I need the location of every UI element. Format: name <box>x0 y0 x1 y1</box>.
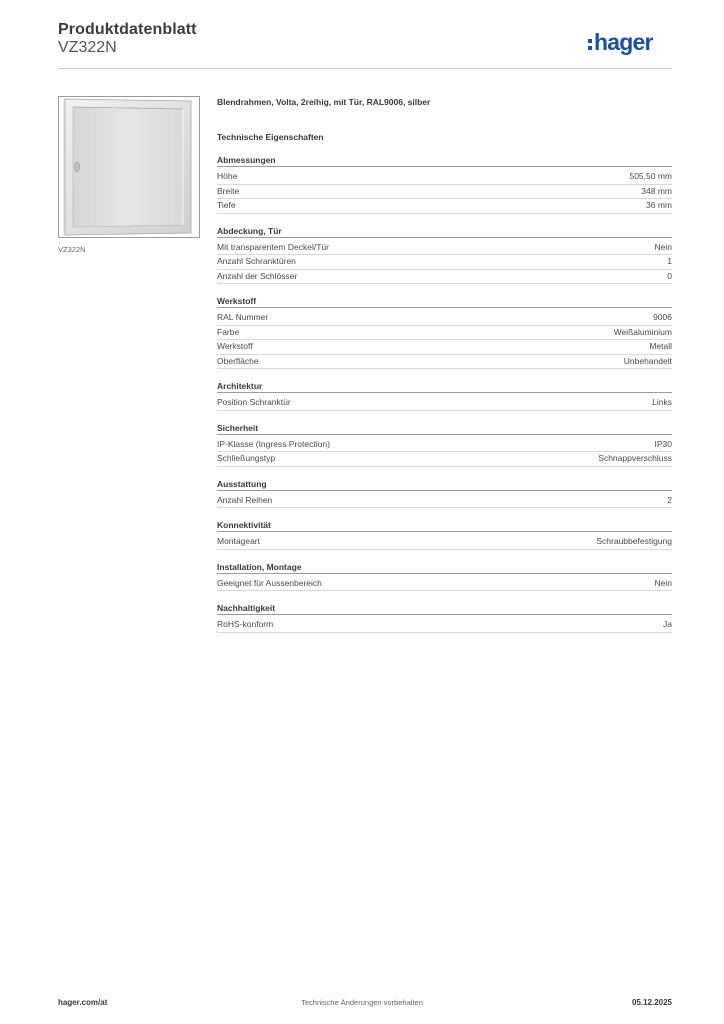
logo-text: hager <box>594 29 653 55</box>
spec-value: Links <box>652 397 672 407</box>
spec-value: 348 mm <box>641 185 672 196</box>
spec-value: Nein <box>654 241 672 252</box>
page-title: Produktdatenblatt <box>58 21 197 38</box>
spec-row <box>217 255 672 270</box>
section-title: Werkstoff <box>217 295 672 308</box>
spec-label: Oberfläche <box>217 355 259 366</box>
spec-value: 505,50 mm <box>629 171 672 181</box>
spec-row <box>217 311 672 326</box>
spec-row <box>217 270 672 285</box>
spec-section <box>217 602 672 633</box>
door-lock-icon <box>74 162 79 172</box>
spec-row <box>217 618 672 633</box>
spec-value: 9006 <box>653 312 672 322</box>
section-title: Konnektivität <box>217 519 672 532</box>
spec-row <box>217 241 672 256</box>
product-image-caption: VZ322N <box>58 245 86 254</box>
spec-section <box>217 380 672 411</box>
footer-disclaimer: Technische Änderungen vorbehalten <box>301 998 423 1007</box>
spec-section <box>217 295 672 369</box>
spec-value: Schnappverschluss <box>598 453 672 463</box>
spec-value: Unbehandelt <box>623 355 672 366</box>
spec-value: 2 <box>667 494 672 505</box>
section-title: Abdeckung, Tür <box>217 225 672 238</box>
spec-row <box>217 577 672 592</box>
spec-value: Metall <box>649 341 672 351</box>
spec-section <box>217 478 672 509</box>
spec-value: 1 <box>667 256 672 266</box>
spec-label: Anzahl Reihen <box>217 494 273 505</box>
spec-row <box>217 535 672 550</box>
footer-website: hager.com/at <box>58 998 108 1007</box>
spec-value: IP30 <box>654 438 672 449</box>
product-description: Blendrahmen, Volta, 2reihig, mit Tür, RAL9006, silber <box>217 97 431 107</box>
spec-label: Farbe <box>217 326 240 337</box>
spec-label: Montageart <box>217 536 260 546</box>
tech-properties-heading: Technische Eigenschaften <box>217 132 324 142</box>
spec-label: Tiefe <box>217 200 236 210</box>
product-code: VZ322N <box>58 39 117 56</box>
spec-value: 36 mm <box>646 200 672 210</box>
footer-date: 05.12.2025 <box>631 998 672 1007</box>
spec-row <box>217 170 672 185</box>
spec-label: RAL Nummer <box>217 312 269 322</box>
spec-value: 0 <box>667 270 672 281</box>
spec-value: Ja <box>663 619 672 629</box>
spec-label: Höhe <box>217 171 238 181</box>
spec-section <box>217 154 672 214</box>
header-divider <box>58 68 672 69</box>
spec-label: Werkstoff <box>217 341 253 351</box>
spec-section <box>217 225 672 285</box>
spec-row <box>217 452 672 467</box>
section-title: Abmessungen <box>217 154 672 167</box>
spec-value: Schraubbefestigung <box>596 536 672 546</box>
hager-logo <box>588 27 674 59</box>
spec-section <box>217 422 672 467</box>
spec-section <box>217 519 672 550</box>
spec-label: Schließungstyp <box>217 453 276 463</box>
spec-label: RoHS-konform <box>217 619 274 629</box>
section-title: Nachhaltigkeit <box>217 602 672 615</box>
spec-value: Weißaluminium <box>613 326 672 337</box>
spec-value: Nein <box>654 577 672 588</box>
spec-label: IP-Klasse (Ingress Protection) <box>217 438 330 449</box>
spec-label: Position Schranktür <box>217 397 291 407</box>
product-image <box>58 96 200 238</box>
spec-label: Anzahl Schranktüren <box>217 256 296 266</box>
spec-sections <box>217 154 672 633</box>
spec-row <box>217 340 672 355</box>
section-title: Sicherheit <box>217 422 672 435</box>
spec-row <box>217 185 672 200</box>
cabinet-door-illustration <box>59 97 199 237</box>
spec-row <box>217 396 672 411</box>
spec-row <box>217 199 672 214</box>
spec-label: Anzahl der Schlösser <box>217 270 298 281</box>
spec-label: Mit transparentem Deckel/Tür <box>217 241 329 252</box>
section-title: Architektur <box>217 380 672 393</box>
spec-row <box>217 494 672 509</box>
spec-row <box>217 355 672 370</box>
spec-section <box>217 561 672 592</box>
spec-row <box>217 326 672 341</box>
spec-row <box>217 438 672 453</box>
section-title: Installation, Montage <box>217 561 672 574</box>
product-specs <box>217 96 672 633</box>
section-title: Ausstattung <box>217 478 672 491</box>
spec-label: Breite <box>217 185 240 196</box>
spec-label: Geeignet für Aussenbereich <box>217 577 322 588</box>
